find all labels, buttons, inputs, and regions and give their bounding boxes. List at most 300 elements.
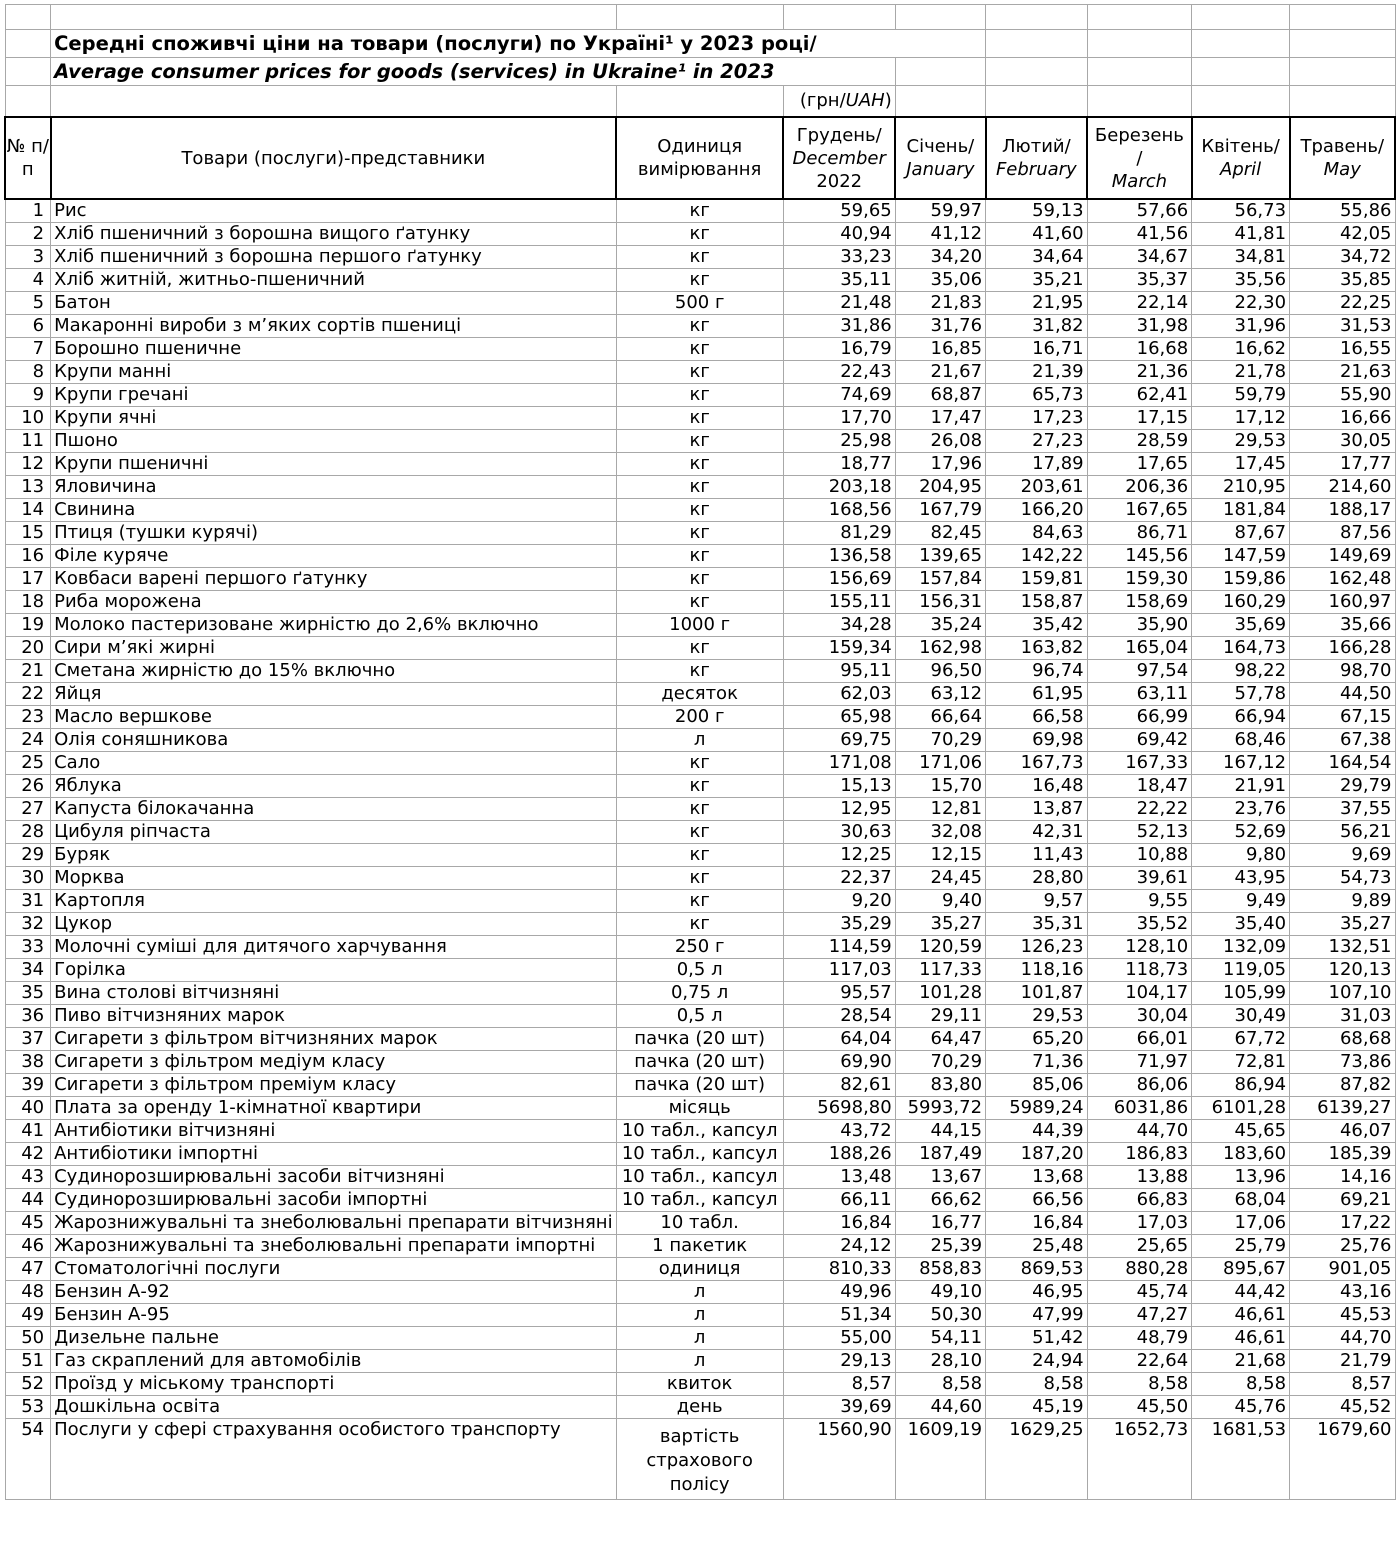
price-cell: 55,86 [1290, 199, 1395, 223]
price-cell: 29,53 [986, 1005, 1088, 1028]
item-unit: кг [616, 867, 783, 890]
price-cell: 41,56 [1087, 223, 1192, 246]
price-cell: 59,79 [1192, 384, 1290, 407]
price-cell: 29,53 [1192, 430, 1290, 453]
item-name: Капуста білокачанна [51, 798, 616, 821]
table-row [5, 384, 1395, 407]
price-cell: 35,27 [1290, 913, 1395, 936]
table-row [5, 890, 1395, 913]
item-name: Цибуля ріпчаста [51, 821, 616, 844]
price-cell: 118,16 [986, 959, 1088, 982]
row-number: 19 [5, 614, 51, 637]
price-cell: 164,73 [1192, 637, 1290, 660]
price-cell: 69,90 [783, 1051, 895, 1074]
price-cell: 71,36 [986, 1051, 1088, 1074]
price-cell: 69,42 [1087, 729, 1192, 752]
price-cell: 16,77 [895, 1212, 985, 1235]
price-cell: 30,63 [783, 821, 895, 844]
price-cell: 35,90 [1087, 614, 1192, 637]
price-cell: 16,79 [783, 338, 895, 361]
item-unit: кг [616, 269, 783, 292]
price-cell: 35,66 [1290, 614, 1395, 637]
row-number: 35 [5, 982, 51, 1005]
price-cell: 10,88 [1087, 844, 1192, 867]
price-cell: 17,65 [1087, 453, 1192, 476]
item-unit: 250 г [616, 936, 783, 959]
price-cell: 66,01 [1087, 1028, 1192, 1051]
price-cell: 16,48 [986, 775, 1088, 798]
price-cell: 120,59 [895, 936, 985, 959]
item-unit: кг [616, 752, 783, 775]
table-row [5, 1327, 1395, 1350]
price-cell: 164,54 [1290, 752, 1395, 775]
price-cell: 858,83 [895, 1258, 985, 1281]
row-number: 23 [5, 706, 51, 729]
table-row [5, 1166, 1395, 1189]
header-goods: Товари (послуги)-представники [51, 117, 616, 199]
price-cell: 25,65 [1087, 1235, 1192, 1258]
item-name: Горілка [51, 959, 616, 982]
price-cell: 65,20 [986, 1028, 1088, 1051]
price-cell: 17,22 [1290, 1212, 1395, 1235]
item-name: Плата за оренду 1-кімнатної квартири [51, 1097, 616, 1120]
item-name: Дошкільна освіта [51, 1396, 616, 1419]
price-cell: 21,48 [783, 292, 895, 315]
price-cell: 167,12 [1192, 752, 1290, 775]
table-row [5, 430, 1395, 453]
row-number: 54 [5, 1419, 51, 1500]
item-name: Антибіотики імпортні [51, 1143, 616, 1166]
item-unit: кг [616, 476, 783, 499]
title-row-uk [5, 30, 1395, 58]
row-number: 9 [5, 384, 51, 407]
price-cell: 55,00 [783, 1327, 895, 1350]
row-number: 39 [5, 1074, 51, 1097]
price-cell: 31,76 [895, 315, 985, 338]
item-unit: кг [616, 223, 783, 246]
price-cell: 158,87 [986, 591, 1088, 614]
price-cell: 9,40 [895, 890, 985, 913]
row-number: 24 [5, 729, 51, 752]
item-unit: кг [616, 315, 783, 338]
price-cell: 35,85 [1290, 269, 1395, 292]
price-cell: 16,84 [986, 1212, 1088, 1235]
row-number: 18 [5, 591, 51, 614]
item-name: Батон [51, 292, 616, 315]
price-cell: 186,83 [1087, 1143, 1192, 1166]
item-name: Масло вершкове [51, 706, 616, 729]
row-number: 29 [5, 844, 51, 867]
item-unit: одиниця [616, 1258, 783, 1281]
item-name: Крупи гречані [51, 384, 616, 407]
price-cell: 166,28 [1290, 637, 1395, 660]
item-name: Антибіотики вітчизняні [51, 1120, 616, 1143]
price-cell: 86,06 [1087, 1074, 1192, 1097]
price-cell: 67,38 [1290, 729, 1395, 752]
row-number: 50 [5, 1327, 51, 1350]
price-cell: 21,67 [895, 361, 985, 384]
item-unit: 1 пакетик [616, 1235, 783, 1258]
price-cell: 34,67 [1087, 246, 1192, 269]
price-cell: 48,79 [1087, 1327, 1192, 1350]
row-number: 36 [5, 1005, 51, 1028]
table-row [5, 199, 1395, 223]
price-cell: 119,05 [1192, 959, 1290, 982]
price-cell: 46,95 [986, 1281, 1088, 1304]
price-cell: 11,43 [986, 844, 1088, 867]
row-number: 53 [5, 1396, 51, 1419]
price-cell: 69,75 [783, 729, 895, 752]
price-cell: 24,45 [895, 867, 985, 890]
price-cell: 203,18 [783, 476, 895, 499]
price-cell: 68,68 [1290, 1028, 1395, 1051]
price-cell: 62,03 [783, 683, 895, 706]
price-cell: 17,96 [895, 453, 985, 476]
item-unit: кг [616, 430, 783, 453]
row-number: 4 [5, 269, 51, 292]
item-unit: 500 г [616, 292, 783, 315]
price-cell: 35,42 [986, 614, 1088, 637]
price-cell: 188,26 [783, 1143, 895, 1166]
item-unit: 10 табл., капсул [616, 1143, 783, 1166]
item-unit: 10 табл., капсул [616, 1120, 783, 1143]
item-name: Судинорозширювальні засоби вітчизняні [51, 1166, 616, 1189]
row-number: 6 [5, 315, 51, 338]
price-cell: 204,95 [895, 476, 985, 499]
table-row [5, 591, 1395, 614]
price-cell: 118,73 [1087, 959, 1192, 982]
price-cell: 31,53 [1290, 315, 1395, 338]
price-cell: 96,74 [986, 660, 1088, 683]
price-cell: 35,21 [986, 269, 1088, 292]
item-name: Крупи манні [51, 361, 616, 384]
price-cell: 1629,25 [986, 1419, 1088, 1500]
price-cell: 69,21 [1290, 1189, 1395, 1212]
price-cell: 98,70 [1290, 660, 1395, 683]
currency-row [5, 86, 1395, 118]
price-cell: 17,47 [895, 407, 985, 430]
price-cell: 13,67 [895, 1166, 985, 1189]
item-name: Сало [51, 752, 616, 775]
table-row [5, 1396, 1395, 1419]
price-cell: 34,20 [895, 246, 985, 269]
price-cell: 1560,90 [783, 1419, 895, 1500]
price-cell: 18,77 [783, 453, 895, 476]
price-cell: 147,59 [1192, 545, 1290, 568]
price-cell: 98,22 [1192, 660, 1290, 683]
price-cell: 66,83 [1087, 1189, 1192, 1212]
price-cell: 206,36 [1087, 476, 1192, 499]
price-cell: 1679,60 [1290, 1419, 1395, 1500]
price-cell: 22,43 [783, 361, 895, 384]
item-unit: пачка (20 шт) [616, 1074, 783, 1097]
price-cell: 54,11 [895, 1327, 985, 1350]
price-cell: 210,95 [1192, 476, 1290, 499]
price-cell: 68,87 [895, 384, 985, 407]
price-cell: 83,80 [895, 1074, 985, 1097]
table-row [5, 959, 1395, 982]
header-month: Січень/ January [895, 117, 985, 199]
price-cell: 24,12 [783, 1235, 895, 1258]
price-cell: 104,17 [1087, 982, 1192, 1005]
price-cell: 21,91 [1192, 775, 1290, 798]
item-name: Сигарети з фільтром медіум класу [51, 1051, 616, 1074]
table-row [5, 614, 1395, 637]
item-unit: пачка (20 шт) [616, 1051, 783, 1074]
item-unit: кг [616, 407, 783, 430]
price-cell: 35,24 [895, 614, 985, 637]
table-row [5, 1143, 1395, 1166]
price-cell: 203,61 [986, 476, 1088, 499]
item-unit: кг [616, 522, 783, 545]
title-row-en [5, 58, 1395, 86]
item-unit: кг [616, 821, 783, 844]
price-cell: 142,22 [986, 545, 1088, 568]
item-unit: 10 табл., капсул [616, 1189, 783, 1212]
header-row [5, 117, 1395, 199]
item-unit: 1000 г [616, 614, 783, 637]
price-cell: 8,58 [986, 1373, 1088, 1396]
table-row [5, 660, 1395, 683]
price-cell: 16,71 [986, 338, 1088, 361]
item-unit: кг [616, 499, 783, 522]
price-cell: 35,29 [783, 913, 895, 936]
price-cell: 17,23 [986, 407, 1088, 430]
price-cell: 160,29 [1192, 591, 1290, 614]
price-cell: 21,36 [1087, 361, 1192, 384]
price-cell: 17,89 [986, 453, 1088, 476]
item-unit: л [616, 1281, 783, 1304]
item-name: Пшоно [51, 430, 616, 453]
item-unit: кг [616, 591, 783, 614]
table-row [5, 1350, 1395, 1373]
row-number: 38 [5, 1051, 51, 1074]
price-cell: 13,48 [783, 1166, 895, 1189]
item-unit: десяток [616, 683, 783, 706]
price-cell: 21,78 [1192, 361, 1290, 384]
price-cell: 16,62 [1192, 338, 1290, 361]
price-cell: 59,65 [783, 199, 895, 223]
price-cell: 35,27 [895, 913, 985, 936]
table-row [5, 315, 1395, 338]
price-cell: 155,11 [783, 591, 895, 614]
item-unit: 10 табл., капсул [616, 1166, 783, 1189]
item-unit: кг [616, 913, 783, 936]
table-row [5, 1235, 1395, 1258]
row-number: 16 [5, 545, 51, 568]
price-cell: 29,11 [895, 1005, 985, 1028]
price-cell: 107,10 [1290, 982, 1395, 1005]
price-cell: 12,15 [895, 844, 985, 867]
price-cell: 68,04 [1192, 1189, 1290, 1212]
price-cell: 132,51 [1290, 936, 1395, 959]
item-name: Рис [51, 199, 616, 223]
price-cell: 63,12 [895, 683, 985, 706]
price-cell: 9,20 [783, 890, 895, 913]
price-cell: 42,31 [986, 821, 1088, 844]
item-unit: кг [616, 199, 783, 223]
price-cell: 45,19 [986, 1396, 1088, 1419]
price-cell: 57,66 [1087, 199, 1192, 223]
price-cell: 9,69 [1290, 844, 1395, 867]
price-cell: 37,55 [1290, 798, 1395, 821]
table-row [5, 1051, 1395, 1074]
price-cell: 45,50 [1087, 1396, 1192, 1419]
price-cell: 17,06 [1192, 1212, 1290, 1235]
price-cell: 44,60 [895, 1396, 985, 1419]
price-cell: 8,58 [895, 1373, 985, 1396]
price-cell: 45,74 [1087, 1281, 1192, 1304]
table-title-uk: Середні споживчі ціни на товари (послуги) по Україні¹ у 2023 році/ [51, 30, 896, 58]
row-number: 17 [5, 568, 51, 591]
price-cell: 117,33 [895, 959, 985, 982]
price-cell: 65,73 [986, 384, 1088, 407]
price-cell: 810,33 [783, 1258, 895, 1281]
table-row [5, 361, 1395, 384]
price-cell: 43,72 [783, 1120, 895, 1143]
price-cell: 139,65 [895, 545, 985, 568]
row-number: 41 [5, 1120, 51, 1143]
price-cell: 56,73 [1192, 199, 1290, 223]
price-cell: 66,94 [1192, 706, 1290, 729]
table-row [5, 982, 1395, 1005]
price-cell: 31,03 [1290, 1005, 1395, 1028]
price-cell: 21,39 [986, 361, 1088, 384]
price-cell: 114,59 [783, 936, 895, 959]
item-name: Молочні суміші для дитячого харчування [51, 936, 616, 959]
price-cell: 49,10 [895, 1281, 985, 1304]
item-unit: л [616, 729, 783, 752]
table-row [5, 729, 1395, 752]
price-cell: 31,98 [1087, 315, 1192, 338]
price-cell: 9,89 [1290, 890, 1395, 913]
price-cell: 28,54 [783, 1005, 895, 1028]
item-name: Бензин А-92 [51, 1281, 616, 1304]
price-cell: 59,13 [986, 199, 1088, 223]
table-row [5, 522, 1395, 545]
price-cell: 46,61 [1192, 1304, 1290, 1327]
item-name: Сигарети з фільтром преміум класу [51, 1074, 616, 1097]
table-row [5, 1419, 1395, 1500]
price-cell: 25,48 [986, 1235, 1088, 1258]
price-cell: 46,07 [1290, 1120, 1395, 1143]
price-cell: 40,94 [783, 223, 895, 246]
price-cell: 12,81 [895, 798, 985, 821]
price-cell: 13,96 [1192, 1166, 1290, 1189]
table-row [5, 407, 1395, 430]
price-cell: 35,37 [1087, 269, 1192, 292]
price-cell: 895,67 [1192, 1258, 1290, 1281]
table-row [5, 1373, 1395, 1396]
price-cell: 28,10 [895, 1350, 985, 1373]
price-cell: 41,12 [895, 223, 985, 246]
item-name: Бензин А-95 [51, 1304, 616, 1327]
price-cell: 47,99 [986, 1304, 1088, 1327]
price-cell: 56,21 [1290, 821, 1395, 844]
table-row [5, 821, 1395, 844]
table-row [5, 1074, 1395, 1097]
price-cell: 35,06 [895, 269, 985, 292]
item-name: Молоко пастеризоване жирністю до 2,6% включно [51, 614, 616, 637]
price-cell: 136,58 [783, 545, 895, 568]
row-number: 7 [5, 338, 51, 361]
price-cell: 95,11 [783, 660, 895, 683]
item-name: Крупи ячні [51, 407, 616, 430]
price-cell: 35,31 [986, 913, 1088, 936]
item-name: Морква [51, 867, 616, 890]
item-name: Вина столові вітчизняні [51, 982, 616, 1005]
table-row [5, 545, 1395, 568]
price-table [4, 4, 1396, 1500]
table-row [5, 913, 1395, 936]
row-number: 52 [5, 1373, 51, 1396]
price-cell: 34,64 [986, 246, 1088, 269]
price-cell: 97,54 [1087, 660, 1192, 683]
row-number: 33 [5, 936, 51, 959]
table-row [5, 1258, 1395, 1281]
price-cell: 44,50 [1290, 683, 1395, 706]
price-cell: 162,48 [1290, 568, 1395, 591]
price-cell: 21,95 [986, 292, 1088, 315]
price-cell: 63,11 [1087, 683, 1192, 706]
row-number: 27 [5, 798, 51, 821]
price-cell: 52,13 [1087, 821, 1192, 844]
price-cell: 187,20 [986, 1143, 1088, 1166]
price-cell: 15,70 [895, 775, 985, 798]
price-cell: 62,41 [1087, 384, 1192, 407]
row-number: 47 [5, 1258, 51, 1281]
price-cell: 14,16 [1290, 1166, 1395, 1189]
price-cell: 31,82 [986, 315, 1088, 338]
price-cell: 5698,80 [783, 1097, 895, 1120]
price-cell: 869,53 [986, 1258, 1088, 1281]
row-number: 2 [5, 223, 51, 246]
table-row [5, 683, 1395, 706]
price-cell: 120,13 [1290, 959, 1395, 982]
price-cell: 35,40 [1192, 913, 1290, 936]
price-cell: 45,76 [1192, 1396, 1290, 1419]
item-unit: кг [616, 338, 783, 361]
price-cell: 159,30 [1087, 568, 1192, 591]
price-cell: 5993,72 [895, 1097, 985, 1120]
price-cell: 8,58 [1087, 1373, 1192, 1396]
item-name: Картопля [51, 890, 616, 913]
price-cell: 24,94 [986, 1350, 1088, 1373]
price-cell: 66,58 [986, 706, 1088, 729]
price-cell: 156,31 [895, 591, 985, 614]
price-cell: 70,29 [895, 1051, 985, 1074]
price-cell: 101,87 [986, 982, 1088, 1005]
item-unit: кг [616, 660, 783, 683]
price-cell: 167,79 [895, 499, 985, 522]
price-cell: 171,06 [895, 752, 985, 775]
item-unit: квиток [616, 1373, 783, 1396]
price-cell: 35,11 [783, 269, 895, 292]
price-cell: 105,99 [1192, 982, 1290, 1005]
table-row [5, 292, 1395, 315]
price-cell: 18,47 [1087, 775, 1192, 798]
row-number: 32 [5, 913, 51, 936]
item-name: Проїзд у міському транспорті [51, 1373, 616, 1396]
row-number: 12 [5, 453, 51, 476]
item-unit: кг [616, 453, 783, 476]
item-name: Риба морожена [51, 591, 616, 614]
price-cell: 32,08 [895, 821, 985, 844]
header-month: Грудень/ December 2022 [783, 117, 895, 199]
price-cell: 44,39 [986, 1120, 1088, 1143]
table-row [5, 1281, 1395, 1304]
row-number: 14 [5, 499, 51, 522]
